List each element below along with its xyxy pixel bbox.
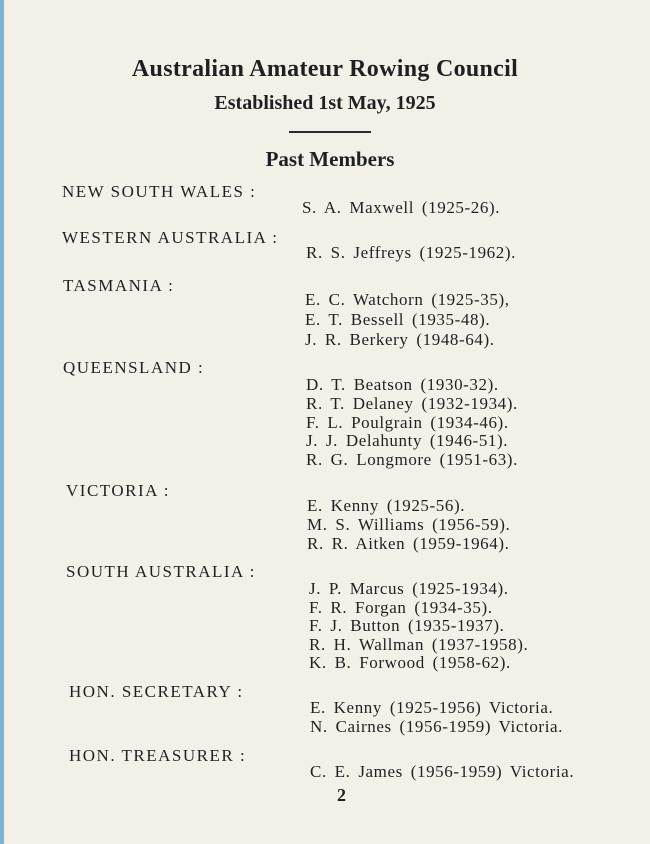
- member-entry: R. S. Jeffreys (1925-1962).: [306, 243, 516, 262]
- role-label-hon-treasurer: HON. TREASURER :: [69, 746, 247, 765]
- document-subtitle: Established 1st May, 1925: [214, 92, 436, 114]
- member-entry: D. T. Beatson (1930-32).: [306, 375, 499, 394]
- member-entry: C. E. James (1956-1959) Victoria.: [310, 762, 575, 781]
- member-entry: E. C. Watchorn (1925-35),: [305, 290, 510, 309]
- section-heading: Past Members: [265, 147, 395, 171]
- member-entry: N. Cairnes (1956-1959) Victoria.: [310, 717, 564, 736]
- member-entry: J. J. Delahunty (1946-51).: [306, 431, 509, 450]
- member-entry: F. J. Button (1935-1937).: [309, 616, 505, 635]
- member-entry: F. R. Forgan (1934-35).: [309, 598, 493, 617]
- member-entry: R. R. Aitken (1959-1964).: [307, 534, 510, 553]
- page-number: 2: [337, 785, 346, 805]
- member-entry: E. Kenny (1925-1956) Victoria.: [310, 698, 554, 717]
- state-label-western-australia: WESTERN AUSTRALIA :: [62, 228, 279, 247]
- member-entry: J. P. Marcus (1925-1934).: [309, 579, 509, 598]
- member-entry: R. H. Wallman (1937-1958).: [309, 635, 529, 654]
- member-entry: E. Kenny (1925-56).: [307, 496, 466, 515]
- state-label-victoria: VICTORIA :: [66, 481, 170, 500]
- member-entry: F. L. Poulgrain (1934-46).: [306, 413, 509, 432]
- member-entry: E. T. Bessell (1935-48).: [305, 310, 491, 329]
- document-title: Australian Amateur Rowing Council: [131, 56, 519, 82]
- role-label-hon-secretary: HON. SECRETARY :: [69, 682, 244, 701]
- state-label-new-south-wales: NEW SOUTH WALES :: [62, 182, 257, 201]
- state-label-tasmania: TASMANIA :: [63, 276, 175, 295]
- member-entry: K. B. Forwood (1958-62).: [309, 653, 511, 672]
- state-label-south-australia: SOUTH AUSTRALIA :: [66, 562, 256, 581]
- member-entry: R. G. Longmore (1951-63).: [306, 450, 518, 469]
- member-entry: S. A. Maxwell (1925-26).: [302, 198, 501, 217]
- member-entry: R. T. Delaney (1932-1934).: [306, 394, 518, 413]
- divider-rule: [289, 131, 371, 133]
- state-label-queensland: QUEENSLAND :: [63, 358, 205, 377]
- member-entry: M. S. Williams (1956-59).: [307, 515, 511, 534]
- member-entry: J. R. Berkery (1948-64).: [305, 330, 495, 349]
